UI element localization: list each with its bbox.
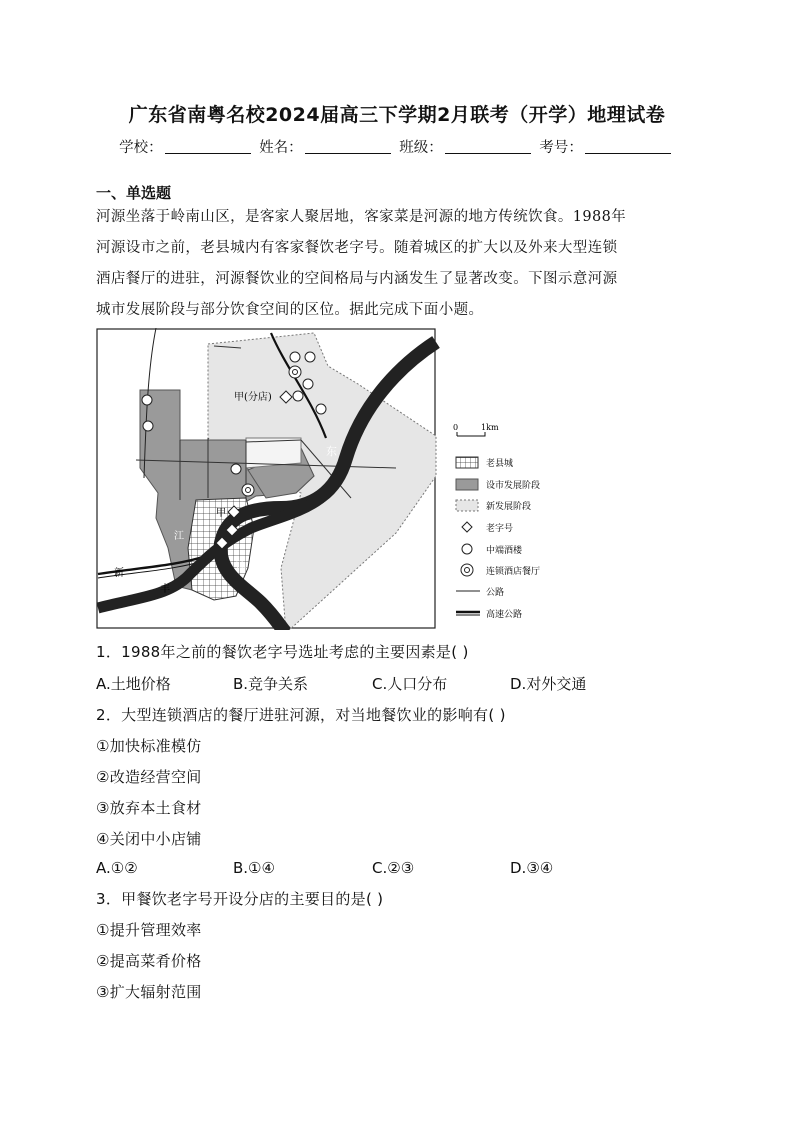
branch-label: 甲(分店) <box>234 392 272 403</box>
river-label-dong: 东 <box>326 445 337 458</box>
q2-item-2: ②改造经营空间 <box>96 768 202 786</box>
name-label: 姓名： <box>259 140 303 156</box>
intro-paragraph <box>96 202 696 326</box>
q2-option-c[interactable]: C.②③ <box>372 859 415 877</box>
svg-text:连锁酒店餐厅: 连锁酒店餐厅 <box>486 567 541 577</box>
scale-bar <box>453 423 499 436</box>
q2-item-1: ①加快标准模仿 <box>96 737 202 755</box>
map-legend <box>456 457 540 620</box>
q1-option-d[interactable]: D.对外交通 <box>510 675 587 693</box>
svg-text:高速公路: 高速公路 <box>486 610 523 620</box>
school-blank[interactable] <box>165 153 251 154</box>
section-title: 一、单选题 <box>96 184 172 202</box>
q2-item-3: ③放弃本土食材 <box>96 799 202 817</box>
river-label-jiang-1: 江 <box>174 531 184 542</box>
river-label-xin: 新 <box>114 568 124 579</box>
heyuan-map-figure <box>96 328 556 630</box>
id-blank[interactable] <box>585 153 671 154</box>
school-label: 学校： <box>119 140 163 156</box>
intro-line-3: 酒店餐厅的进驻，河源餐饮业的空间格局与内涵发生了显著改变。下图示意河源 <box>96 271 618 287</box>
svg-text:新发展阶段: 新发展阶段 <box>486 502 532 512</box>
jia-label: 甲 <box>216 508 226 519</box>
question-3-stem: 3．甲餐饮老字号开设分店的主要目的是( ) <box>96 890 384 908</box>
q3-item-2: ②提高菜肴价格 <box>96 952 202 970</box>
river-label-jiang-2: 江 <box>236 560 246 571</box>
class-blank[interactable] <box>445 153 531 154</box>
name-blank[interactable] <box>305 153 391 154</box>
q2-option-b[interactable]: B.①④ <box>233 859 275 877</box>
svg-text:公路: 公路 <box>486 588 505 598</box>
river-label-feng: 丰 <box>160 584 170 595</box>
q2-item-4: ④关闭中小店铺 <box>96 830 202 848</box>
q1-option-c[interactable]: C.人口分布 <box>372 675 448 693</box>
class-label: 班级： <box>399 140 443 156</box>
page-title: 广东省南粤名校2024届高三下学期2月联考（开学）地理试卷 <box>128 104 666 126</box>
question-1-stem: 1．1988年之前的餐饮老字号选址考虑的主要因素是( ) <box>96 643 469 661</box>
svg-text:老县城: 老县城 <box>486 459 514 469</box>
q1-option-a[interactable]: A.土地价格 <box>96 675 171 693</box>
intro-line-2: 河源设市之前，老县城内有客家餐饮老字号。随着城区的扩大以及外来大型连锁 <box>96 240 618 256</box>
q3-item-3: ③扩大辐射范围 <box>96 983 202 1001</box>
svg-text:1km: 1km <box>481 423 499 432</box>
intro-line-4: 城市发展阶段与部分饮食空间的区位。据此完成下面小题。 <box>96 302 484 318</box>
student-info-line <box>0 136 794 157</box>
question-2-stem: 2．大型连锁酒店的餐厅进驻河源，对当地餐饮业的影响有( ) <box>96 706 506 724</box>
svg-text:老字号: 老字号 <box>486 524 514 534</box>
svg-text:设市发展阶段: 设市发展阶段 <box>486 481 541 491</box>
q1-option-b[interactable]: B.竞争关系 <box>233 675 309 693</box>
id-label: 考号： <box>539 140 583 156</box>
q2-option-a[interactable]: A.①② <box>96 859 138 877</box>
svg-text:中端酒楼: 中端酒楼 <box>486 546 523 556</box>
svg-text:0: 0 <box>453 423 459 432</box>
q2-option-d[interactable]: D.③④ <box>510 859 554 877</box>
q3-item-1: ①提升管理效率 <box>96 921 202 939</box>
intro-line-1: 河源坐落于岭南山区，是客家人聚居地，客家菜是河源的地方传统饮食。1988年 <box>96 209 627 225</box>
map-svg <box>96 328 556 630</box>
